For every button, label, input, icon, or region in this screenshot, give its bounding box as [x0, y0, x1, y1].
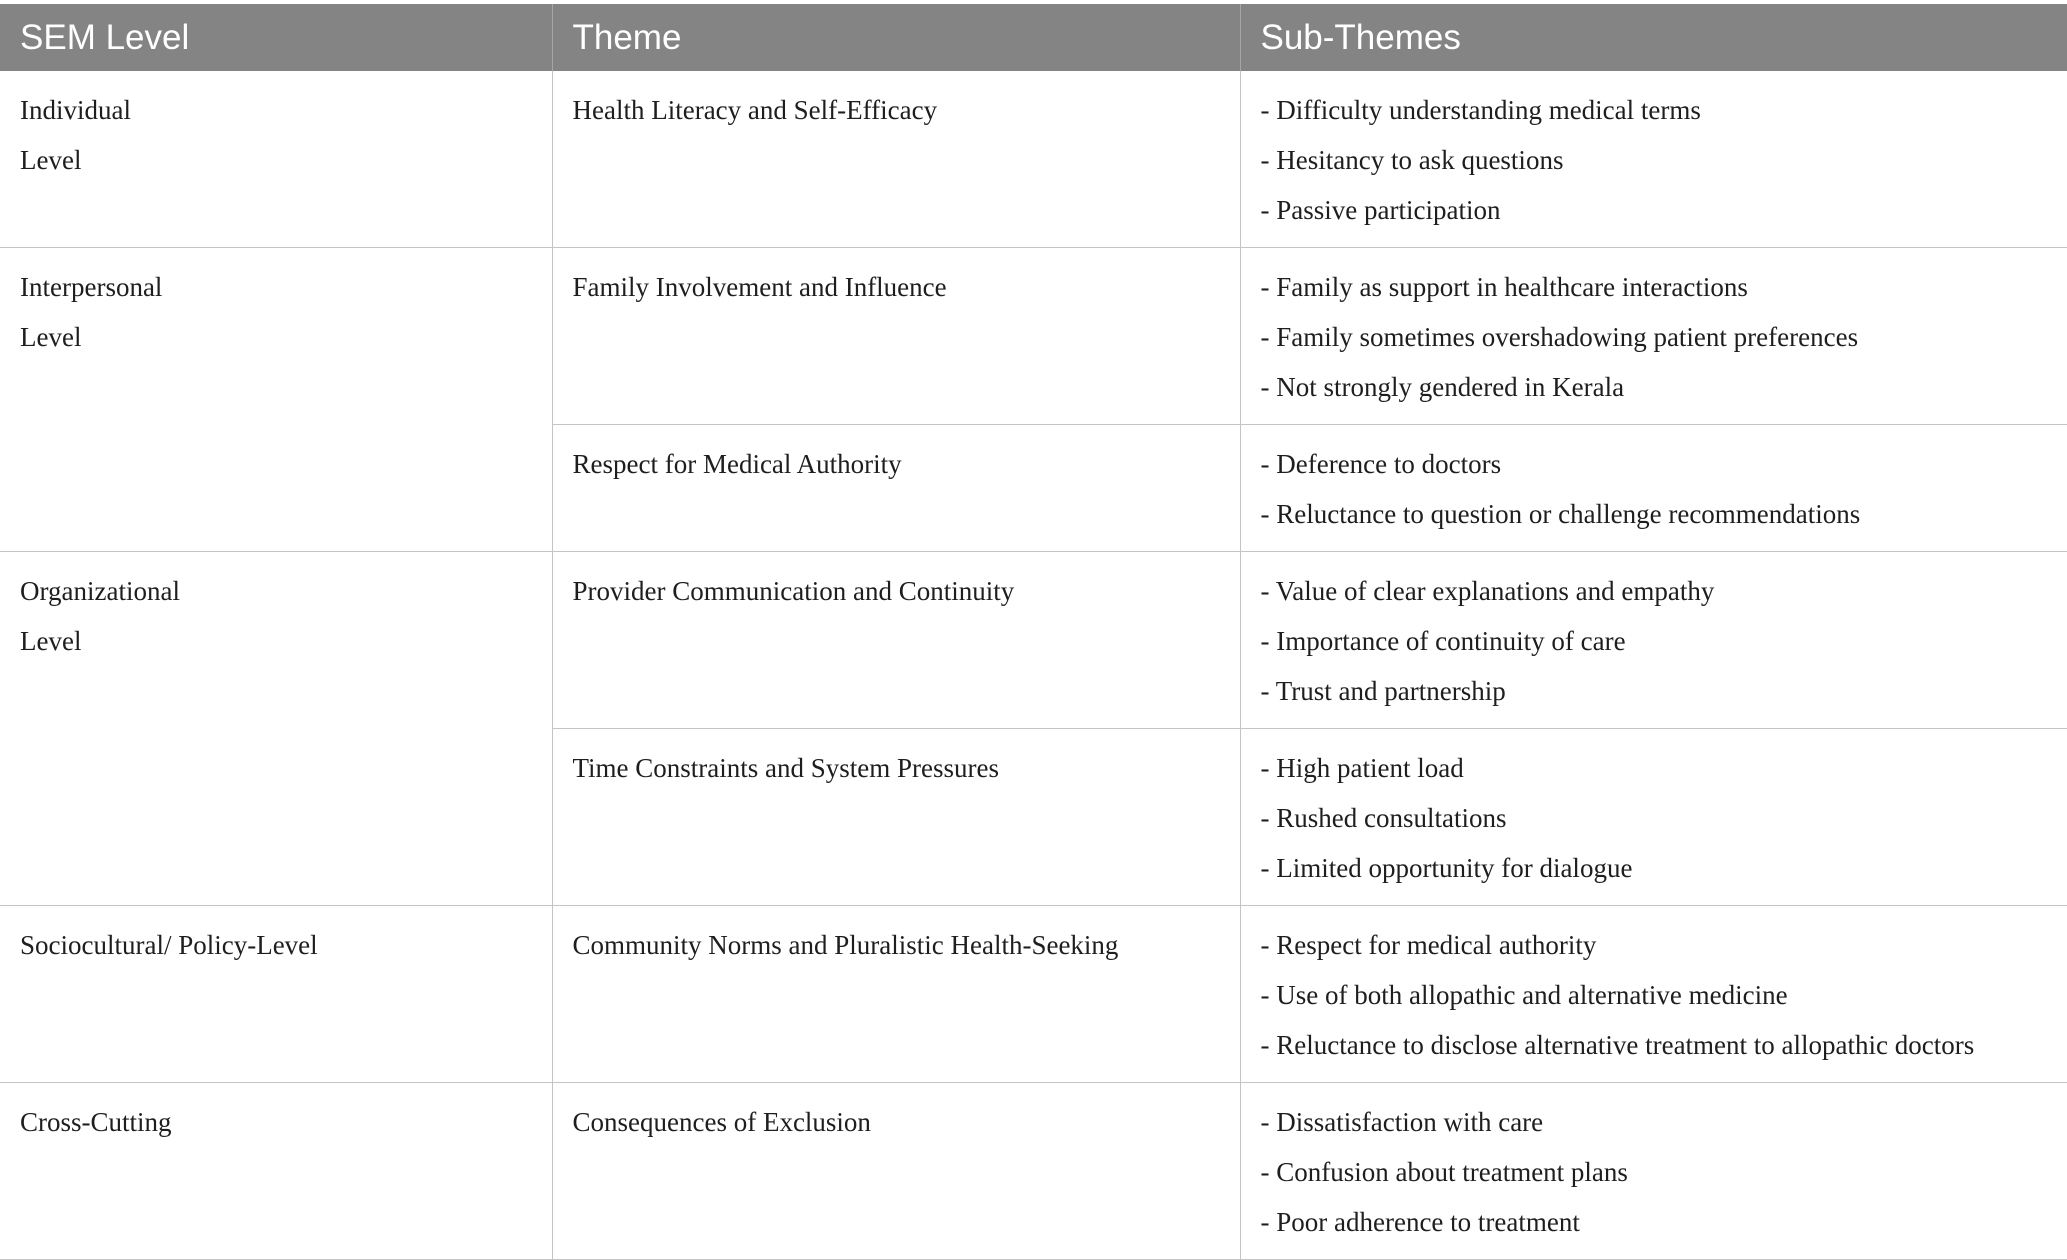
- sem-level-line: Interpersonal: [20, 272, 163, 302]
- sub-theme-item: - Confusion about treatment plans: [1260, 1157, 1628, 1187]
- header-theme: Theme: [552, 4, 1240, 71]
- theme-name: Time Constraints and System Pressures: [572, 753, 1000, 783]
- table-row: [0, 248, 2067, 425]
- sem-level-cell: [0, 552, 552, 906]
- table-row: [0, 71, 2067, 248]
- sub-theme-item: - Poor adherence to treatment: [1260, 1207, 1580, 1237]
- sub-theme-item: - High patient load: [1260, 753, 1464, 783]
- header-sem-level: SEM Level: [0, 4, 552, 71]
- theme-name: Health Literacy and Self-Efficacy: [572, 95, 938, 125]
- sub-theme-item: - Trust and partnership: [1260, 676, 1506, 706]
- sub-theme-item: - Not strongly gendered in Kerala: [1260, 372, 1625, 402]
- sub-theme-item: - Reluctance to disclose alternative treatment to allopathic doctors: [1260, 1030, 1975, 1060]
- sub-theme-item: - Use of both allopathic and alternative medicine: [1260, 980, 1788, 1010]
- sub-theme-item: - Value of clear explanations and empathy: [1260, 576, 1715, 606]
- sub-theme-item: - Reluctance to question or challenge recommendations: [1260, 499, 1861, 529]
- theme-cell: [552, 906, 1240, 1083]
- table-header-row: [0, 4, 2067, 71]
- theme-cell: [552, 1083, 1240, 1260]
- sem-level-cell: [0, 1083, 552, 1260]
- sub-theme-item: - Importance of continuity of care: [1260, 626, 1626, 656]
- theme-name: Respect for Medical Authority: [572, 449, 902, 479]
- theme-name: Consequences of Exclusion: [572, 1107, 871, 1137]
- sub-themes-cell: [1240, 906, 2067, 1083]
- table-row: [0, 552, 2067, 729]
- sem-themes-table-container: [0, 4, 2067, 1260]
- sub-theme-item: - Dissatisfaction with care: [1260, 1107, 1544, 1137]
- sem-level-line: Level: [20, 322, 82, 352]
- table-row: [0, 1083, 2067, 1260]
- sub-theme-item: - Hesitancy to ask questions: [1260, 145, 1564, 175]
- theme-name: Community Norms and Pluralistic Health-Seeking: [572, 930, 1119, 960]
- sub-themes-cell: [1240, 425, 2067, 552]
- sub-theme-item: - Family sometimes overshadowing patient preferences: [1260, 322, 1859, 352]
- sub-theme-item: - Passive participation: [1260, 195, 1501, 225]
- sem-level-line: Cross-Cutting: [20, 1107, 172, 1137]
- sub-theme-item: - Respect for medical authority: [1260, 930, 1597, 960]
- theme-cell: [552, 729, 1240, 906]
- sub-themes-cell: [1240, 248, 2067, 425]
- sem-level-cell: [0, 248, 552, 552]
- theme-cell: [552, 552, 1240, 729]
- table-row: [0, 906, 2067, 1083]
- sub-theme-item: - Family as support in healthcare interactions: [1260, 272, 1748, 302]
- theme-name: Provider Communication and Continuity: [572, 576, 1015, 606]
- sem-level-line: Organizational: [20, 576, 180, 606]
- sub-themes-cell: [1240, 729, 2067, 906]
- theme-cell: [552, 71, 1240, 248]
- sem-level-cell: [0, 906, 552, 1083]
- sub-themes-cell: [1240, 1083, 2067, 1260]
- sem-level-line: Sociocultural/ Policy-Level: [20, 930, 318, 960]
- sub-themes-cell: [1240, 552, 2067, 729]
- sub-theme-item: - Limited opportunity for dialogue: [1260, 853, 1633, 883]
- sem-level-line: Level: [20, 626, 82, 656]
- sub-theme-item: - Difficulty understanding medical terms: [1260, 95, 1701, 125]
- theme-name: Family Involvement and Influence: [572, 272, 947, 302]
- header-sub-themes: Sub-Themes: [1240, 4, 2067, 71]
- sem-level-line: Individual: [20, 95, 131, 125]
- sub-theme-item: - Deference to doctors: [1260, 449, 1502, 479]
- sem-themes-table: [0, 4, 2067, 1260]
- sub-themes-cell: [1240, 71, 2067, 248]
- theme-cell: [552, 425, 1240, 552]
- theme-cell: [552, 248, 1240, 425]
- sem-level-cell: [0, 71, 552, 248]
- sem-level-line: Level: [20, 145, 82, 175]
- sub-theme-item: - Rushed consultations: [1260, 803, 1507, 833]
